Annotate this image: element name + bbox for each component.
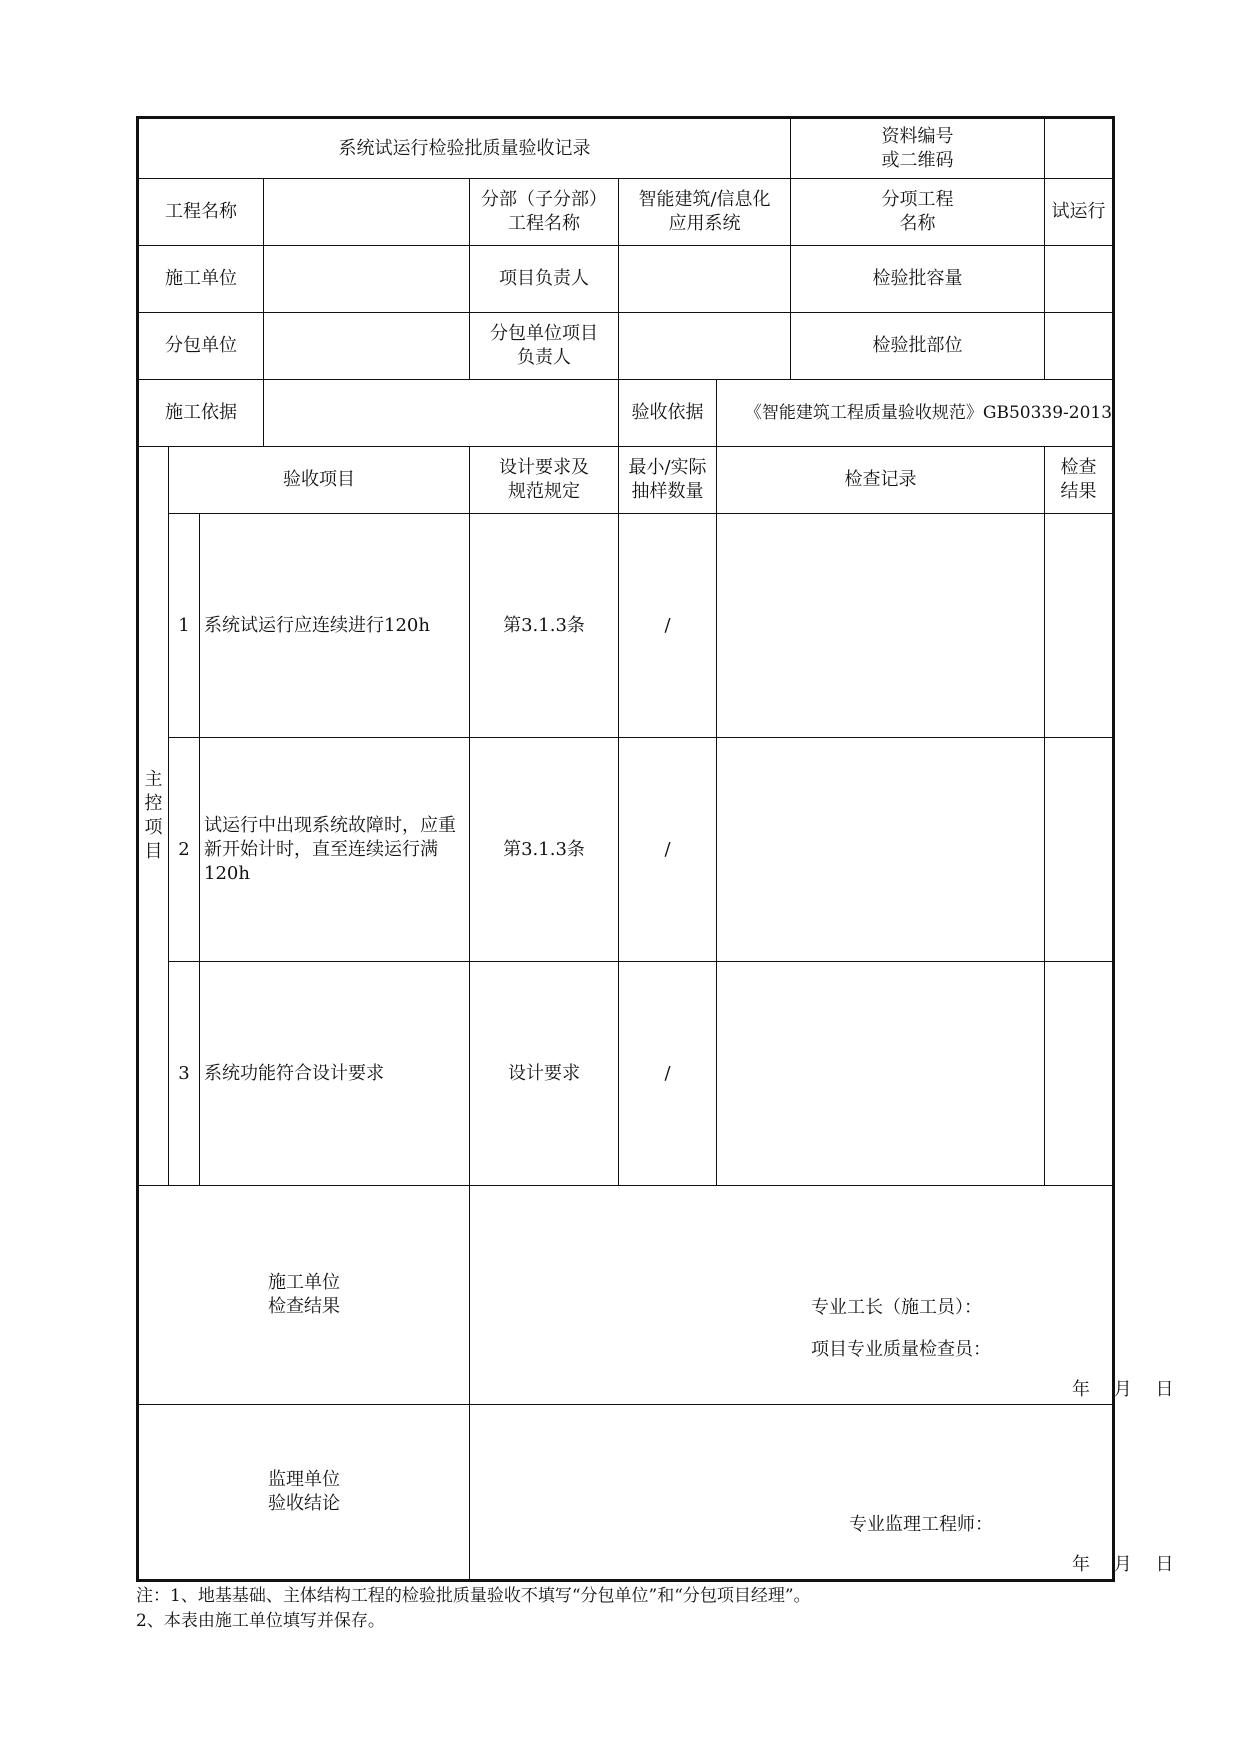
footnote-1: 注：1、地基基础、主体结构工程的检验批质量验收不填写“分包单位”和“分包项目经理”。 [136,1586,811,1606]
item-text: 试运行中出现系统故障时，应重新开始计时，直至连续运行满120h [200,738,470,962]
construction-basis-value[interactable] [264,380,619,447]
items-header-sample-qty: 最小/实际 抽样数量 [619,447,717,514]
item-number: 3 [169,962,200,1186]
footnote-2: 2、本表由施工单位填写并保存。 [136,1611,385,1631]
item-clause: 第3.1.3条 [470,514,619,738]
project-manager-label: 项目负责人 [470,246,619,313]
item-record[interactable] [717,738,1045,962]
items-header-result: 检查 结果 [1045,447,1114,514]
item-sample[interactable]: / [619,514,717,738]
supervisor-conclusion-date: 年 月 日 [1072,1554,1174,1575]
contractor-check-label: 施工单位 检查结果 [138,1186,470,1405]
batch-location-value[interactable] [1045,313,1114,380]
item-sample[interactable]: / [619,962,717,1186]
supervisor-conclusion-area[interactable] [470,1405,1174,1581]
doc-no-label: 资料编号 或二维码 [791,118,1045,179]
items-header-record: 检查记录 [717,447,1045,514]
table-row [138,514,1114,738]
item-text: 系统功能符合设计要求 [200,962,470,1186]
project-manager-value[interactable] [619,246,791,313]
contractor-label: 施工单位 [138,246,264,313]
quality-inspector-signature-label: 项目专业质量检查员： [811,1339,991,1360]
item-result[interactable] [1045,738,1114,962]
division-value[interactable]: 智能建筑/信息化 应用系统 [619,179,791,246]
project-name-label: 工程名称 [138,179,264,246]
subcontractor-label: 分包单位 [138,313,264,380]
main-control-label: 主控项目 [138,447,169,1186]
item-sample[interactable]: / [619,738,717,962]
item-number: 1 [169,514,200,738]
item-text: 系统试运行应连续进行120h [200,514,470,738]
doc-no-value[interactable] [1045,118,1114,179]
contractor-check-date: 年 月 日 [1072,1379,1174,1400]
supervising-engineer-signature-label: 专业监理工程师： [849,1514,993,1535]
items-header-design-req: 设计要求及 规范规定 [470,447,619,514]
item-clause: 设计要求 [470,962,619,1186]
construction-basis-label: 施工依据 [138,380,264,447]
item-record[interactable] [717,962,1045,1186]
subitem-value[interactable]: 试运行 [1045,179,1114,246]
sub-project-manager-label: 分包单位项目 负责人 [470,313,619,380]
item-clause: 第3.1.3条 [470,738,619,962]
item-result[interactable] [1045,514,1114,738]
items-header-item: 验收项目 [169,447,470,514]
supervisor-conclusion-label: 监理单位 验收结论 [138,1405,470,1581]
item-result[interactable] [1045,962,1114,1186]
acceptance-record-form [136,116,1174,1582]
batch-capacity-label: 检验批容量 [791,246,1045,313]
table-row [138,738,1114,962]
sub-project-manager-value[interactable] [619,313,791,380]
contractor-check-area[interactable] [470,1186,1174,1405]
item-record[interactable] [717,514,1045,738]
table-row [138,962,1114,1186]
batch-capacity-value[interactable] [1045,246,1114,313]
batch-location-label: 检验批部位 [791,313,1045,380]
acceptance-basis-value[interactable]: 《智能建筑工程质量验收规范》GB50339-2013 [717,380,1114,447]
acceptance-basis-label: 验收依据 [619,380,717,447]
subitem-label: 分项工程 名称 [791,179,1045,246]
division-label: 分部（子分部） 工程名称 [470,179,619,246]
contractor-value[interactable] [264,246,470,313]
project-name-value[interactable] [264,179,470,246]
form-title: 系统试运行检验批质量验收记录 [138,118,791,179]
footnotes [136,1584,811,1634]
item-number: 2 [169,738,200,962]
subcontractor-value[interactable] [264,313,470,380]
foreman-signature-label: 专业工长（施工员）： [811,1297,982,1318]
